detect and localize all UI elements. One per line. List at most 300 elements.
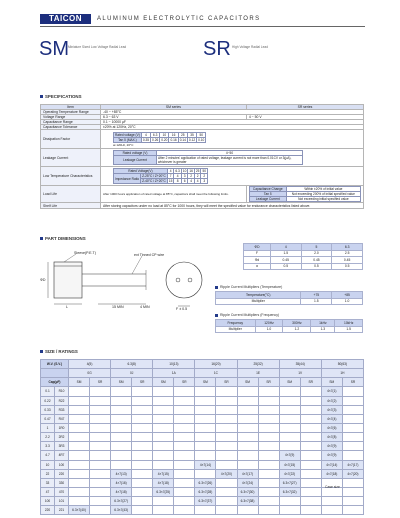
rating-cell: 4×7(13) (111, 469, 132, 478)
shelf-text: After storing capacitors under no load at 85°C for 1000 hours, they will meet the specified value for endurance characteristics listed above. (101, 203, 364, 209)
rating-cell (69, 469, 90, 478)
spec-row-value: ±20% at 120Hz, 20°C (101, 125, 364, 130)
rating-cell (174, 478, 195, 487)
cap-code: R10 (55, 387, 69, 396)
rating-cell (216, 414, 237, 423)
rating-cell (174, 506, 195, 515)
leak-table (113, 150, 303, 165)
table-row (41, 396, 364, 405)
imp-head: Z-40°C / Z+20°C (142, 179, 166, 183)
cap-code: 4R7 (55, 451, 69, 460)
rating-cell (174, 423, 195, 432)
rating-cell (300, 433, 321, 442)
imp-value: 15 (168, 179, 173, 183)
rating-cell: 4×7(18) (153, 478, 174, 487)
wv-header: 10(13) (153, 360, 195, 369)
ripple-cell: Multiplier (216, 326, 256, 333)
table-row (41, 433, 364, 442)
rating-cell (237, 433, 258, 442)
rating-cell (69, 396, 90, 405)
imp-value: 4 (167, 169, 174, 174)
spec-row-label: Dissipation Factor (41, 130, 101, 149)
end-view-lead (188, 278, 192, 282)
rating-cell (132, 451, 153, 460)
rating-cell (279, 396, 300, 405)
header-rule (40, 26, 365, 27)
life-value: Not exceeding 200% of initial specified value (286, 192, 360, 197)
series-sub-header: SM (69, 378, 90, 387)
imp-head: Rated Voltage(V) (114, 169, 168, 174)
cap-value: 4.7 (41, 451, 55, 460)
rating-cell: 6.3×7(27) (111, 497, 132, 506)
rating-cell (132, 396, 153, 405)
tan-head: Rated voltage (V) (115, 132, 140, 137)
rating-cell (90, 396, 111, 405)
rating-cell (216, 451, 237, 460)
ripple-head: Temperature(°C) (216, 292, 301, 299)
cap-value: 0.22 (41, 396, 55, 405)
rating-cell (132, 405, 153, 414)
series-sub-header: SR (216, 378, 237, 387)
rating-cell: 4×7(9) (321, 442, 342, 451)
rating-cell (279, 442, 300, 451)
ripple-cell: 1.5 (335, 326, 363, 333)
rating-cell (69, 497, 90, 506)
diameter-label: ΦD (40, 278, 46, 282)
table-header-row (41, 360, 364, 369)
cap-value: 0.33 (41, 405, 55, 414)
rating-cell (342, 423, 363, 432)
lead-cell: 2.0 (301, 250, 332, 257)
lead-cell: 1.5 (270, 250, 301, 257)
rating-cell: 6.3×7(26) (195, 478, 216, 487)
life-value: Not exceeding initial specified value (286, 197, 360, 202)
imp-value: 4 (174, 174, 181, 179)
rating-cell (90, 487, 111, 496)
rating-cell (153, 433, 174, 442)
rating-cell: 4×7(2) (321, 396, 342, 405)
imp-value: 25 (195, 169, 200, 173)
lead-cell: α (244, 263, 271, 270)
rating-cell (342, 414, 363, 423)
rating-cell (237, 442, 258, 451)
rating-cell: 4×7(9) (279, 451, 300, 460)
tan-cell-value: 4 (141, 132, 150, 137)
rating-cell (279, 414, 300, 423)
tan-cell-value: 50 (197, 132, 206, 137)
imp-value: 4 (194, 179, 201, 184)
rating-cell (69, 414, 90, 423)
rating-cell (342, 433, 363, 442)
tan-cell (101, 130, 364, 149)
imp-head: Impedance Ratio (114, 174, 141, 184)
ripple-cell: 1.5 (301, 298, 332, 305)
cap-code: 470 (55, 487, 69, 496)
ripple-freq-table (215, 319, 363, 333)
spec-col-sr: SR series (246, 105, 363, 110)
tan-cell-value: 0.35 (142, 137, 150, 142)
ripple-cell: Multiplier (216, 298, 301, 305)
rating-cell (90, 469, 111, 478)
rating-cell: 4×7(17) (237, 469, 258, 478)
lead-cell: 0.45 (332, 257, 363, 264)
leak-head: Rated voltage (V) (114, 151, 157, 156)
table-header-row (41, 369, 364, 378)
rating-cell (174, 442, 195, 451)
brand-logo: TAICON (40, 14, 91, 24)
ripple-head: 300Hz (283, 320, 311, 327)
rating-cell (216, 405, 237, 414)
tan-cell-value: 0.12 (188, 137, 196, 142)
rating-cell (300, 442, 321, 451)
rating-cell (258, 469, 279, 478)
rating-cell (279, 497, 300, 506)
lead-head: 6.3 (332, 244, 363, 251)
rating-cell (90, 442, 111, 451)
rating-cell (69, 442, 90, 451)
cap-code: R22 (55, 396, 69, 405)
spec-section-heading (40, 94, 82, 99)
rating-cell (216, 478, 237, 487)
rating-cell: 4×7(18) (111, 487, 132, 496)
ripple-head: 120Hz (255, 320, 283, 327)
rating-cell (279, 433, 300, 442)
rating-cell (342, 387, 363, 396)
rating-cell (258, 433, 279, 442)
wv-header: 4(5) (69, 360, 111, 369)
rating-cell (132, 442, 153, 451)
rating-cell (300, 387, 321, 396)
wv-header: 50(63) (321, 360, 363, 369)
cap-code: 221 (55, 506, 69, 515)
lead-cell: 2.5 (332, 250, 363, 257)
series-sub-header: SR (258, 378, 279, 387)
rating-cell (90, 423, 111, 432)
spec-col-sm: SM series (101, 105, 247, 110)
rating-cell (342, 487, 363, 496)
rating-cell (69, 487, 90, 496)
rating-cell (111, 460, 132, 469)
ratings-table (40, 359, 364, 515)
series-sub-header: SM (237, 378, 258, 387)
lead-cell: Φd (244, 257, 271, 264)
rating-cell (111, 414, 132, 423)
rating-cell (300, 405, 321, 414)
life-head: Tan δ (249, 192, 286, 197)
rating-cell (279, 387, 300, 396)
rating-cell (237, 451, 258, 460)
capacitor-diagram (34, 250, 220, 316)
rating-cell: 4×7(9) (321, 451, 342, 460)
tan-cell-value: 0.16 (170, 137, 177, 142)
cap-value: 0.1 (41, 387, 55, 396)
imp-value: 16 (189, 169, 193, 173)
rating-cell (174, 433, 195, 442)
capacitor-body (54, 262, 82, 298)
voltage-code-header: 1H (321, 369, 363, 378)
rating-cell (195, 433, 216, 442)
spec-row-label: Load Life (41, 186, 101, 203)
table-row (41, 487, 364, 496)
rating-cell: 4×7(24) (237, 478, 258, 487)
cap-code: R33 (55, 405, 69, 414)
rating-cell (216, 423, 237, 432)
rating-cell (132, 487, 153, 496)
rating-cell (216, 387, 237, 396)
tan-cell-value: 0.14 (179, 137, 186, 142)
series-sr-code: SR (203, 38, 231, 60)
rating-cell (300, 423, 321, 432)
rating-cell (90, 460, 111, 469)
cap-code: 2R2 (55, 433, 69, 442)
spec-col-item: Item (41, 105, 101, 110)
case-size-note: Case size (325, 485, 340, 489)
wv-header: 16(20) (195, 360, 237, 369)
cap-value: 100 (41, 497, 55, 506)
table-header-row (41, 378, 364, 387)
imp-value: 2 (201, 174, 208, 179)
rating-cell: 6.3×7(43) (111, 506, 132, 515)
spec-row-value: 4 ~ 50 V (246, 115, 363, 120)
rating-cell (258, 387, 279, 396)
rating-cell (153, 442, 174, 451)
rating-cell (174, 387, 195, 396)
ripple-cell: 1.2 (283, 326, 311, 333)
rating-cell (300, 451, 321, 460)
spec-table (40, 104, 364, 209)
rating-cell (237, 396, 258, 405)
rating-cell (237, 506, 258, 515)
cap-value: 1 (41, 423, 55, 432)
data-section-heading (40, 349, 78, 354)
table-row (41, 469, 364, 478)
lead-cell: 0.5 (270, 263, 301, 270)
tan-cell-value: 0.20 (161, 137, 168, 142)
rating-cell (216, 506, 237, 515)
table-row (41, 442, 364, 451)
end-view-lead (176, 278, 180, 282)
rating-cell (216, 433, 237, 442)
cap-value: 2.2 (41, 433, 55, 442)
spec-row-label: Shelf Life (41, 203, 101, 209)
series-sub-header: SR (90, 378, 111, 387)
series-sub-header: SM (279, 378, 300, 387)
imp-cell (101, 167, 364, 186)
imp-value: 3 (181, 174, 188, 179)
voltage-code-header: 0J (111, 369, 153, 378)
rating-cell (258, 478, 279, 487)
rating-cell: 6.3×7(28) (195, 487, 216, 496)
cap-value: 3.3 (41, 442, 55, 451)
table-row (41, 405, 364, 414)
wv-corner: W.V. (S.V.) (41, 360, 69, 369)
rating-cell (300, 396, 321, 405)
rating-cell (153, 405, 174, 414)
tan-cell-value: 0.10 (198, 137, 205, 142)
rating-cell: 4×7(20) (216, 469, 237, 478)
rating-cell (174, 414, 195, 423)
wv-header: 25(32) (237, 360, 279, 369)
rating-cell: 4×7(1) (321, 387, 342, 396)
rating-cell (153, 497, 174, 506)
rating-cell (237, 387, 258, 396)
lead-cell: 0.45 (301, 257, 332, 264)
rating-cell (258, 487, 279, 496)
rating-cell (174, 460, 195, 469)
leak-value: 4~50 (157, 151, 303, 156)
rating-cell (90, 405, 111, 414)
rating-cell (216, 497, 237, 506)
rating-cell: 6.3×7(25) (153, 487, 174, 496)
rating-cell (111, 396, 132, 405)
rating-cell (321, 506, 342, 515)
life-value: Within ±20% of initial value (286, 187, 360, 192)
rating-cell (216, 487, 237, 496)
tan-cell-value: 0.26 (152, 137, 159, 142)
lead-cell: 0.5 (332, 263, 363, 270)
rating-cell (279, 423, 300, 432)
imp-value: 50 (202, 169, 206, 173)
tan-cell-value: 35 (187, 132, 196, 137)
table-row (41, 497, 364, 506)
spec-row-label: Capacitance Tolerance (41, 125, 101, 130)
rating-cell (153, 414, 174, 423)
rating-cell: 4×7(20) (342, 469, 363, 478)
series-sm-code: SM (39, 38, 69, 60)
rating-cell: 6.3×7(32) (279, 487, 300, 496)
rating-cell (237, 460, 258, 469)
spec-row-label: Low Temperature Characteristics (41, 167, 101, 186)
rating-cell (132, 423, 153, 432)
ripple-head: 10kHz (335, 320, 363, 327)
rating-cell (90, 433, 111, 442)
cap-value: 33 (41, 478, 55, 487)
rating-cell (237, 414, 258, 423)
rating-cell (237, 423, 258, 432)
ripple-temp-title: Ripple Current Multipliers (Temperature) (220, 285, 283, 289)
spec-row-value: 6.3 ~ 63 V (101, 115, 247, 120)
vent-label: ext Tinned CP wire (134, 253, 165, 257)
rating-cell (90, 451, 111, 460)
rating-cell (342, 442, 363, 451)
rating-cell (132, 497, 153, 506)
rating-cell (195, 442, 216, 451)
rating-cell (69, 460, 90, 469)
rating-cell (90, 478, 111, 487)
ripple-head: 1kHz (311, 320, 335, 327)
rating-cell (300, 478, 321, 487)
rating-cell (69, 478, 90, 487)
impedance-table (113, 168, 208, 184)
rating-cell (342, 497, 363, 506)
ripple-temp-heading (215, 285, 282, 289)
rating-cell: 4×7(22) (279, 469, 300, 478)
cap-value: 220 (41, 506, 55, 515)
rating-cell: 4×7(16) (111, 478, 132, 487)
lead-head: 4 (270, 244, 301, 251)
voltage-code-header: 1A (153, 369, 195, 378)
end-view-outline (166, 262, 202, 298)
series-sub-header: SM (111, 378, 132, 387)
tan-cell-value: 10 (160, 132, 169, 137)
rating-cell (90, 497, 111, 506)
rating-cell (258, 506, 279, 515)
spec-row-value: 0.1 ~ 10000 µF (101, 120, 364, 125)
rating-cell: 6.3×7(27) (279, 478, 300, 487)
ripple-cell: 1.0 (255, 326, 283, 333)
tan-cell-value: 6.3 (151, 132, 160, 137)
life-text: After 1000 hours application of rated voltage at 85°C, capacitors shall meet the following limits. (101, 186, 247, 203)
ripple-temp-table (215, 291, 363, 305)
table-row (41, 414, 364, 423)
dims-heading-text: PART DIMENSIONS (45, 236, 86, 241)
tan-table (113, 132, 206, 143)
voltage-code-header: 0G (69, 369, 111, 378)
spec-heading-text: SPECIFICATIONS (45, 94, 82, 99)
ripple-freq-title: Ripple Current Multipliers (Frequency) (220, 313, 280, 317)
rating-cell: 4×7(8) (321, 433, 342, 442)
rating-cell (174, 405, 195, 414)
voltage-code-header: 1E (237, 369, 279, 378)
voltage-code-header: 1C (195, 369, 237, 378)
imp-value: 8 (174, 179, 181, 184)
rating-cell (174, 451, 195, 460)
rating-cell (237, 405, 258, 414)
imp-head: Z-25°C / Z+20°C (142, 174, 166, 178)
wv-header: 35(44) (279, 360, 321, 369)
rating-cell (153, 423, 174, 432)
rating-cell: 4×7(15) (279, 460, 300, 469)
cap-code: 220 (55, 469, 69, 478)
rating-cell: 4×7(14) (195, 460, 216, 469)
ripple-cell: 1.3 (311, 326, 335, 333)
series-sub-header: SR (174, 378, 195, 387)
rating-cell (132, 478, 153, 487)
ripple-head: +85 (332, 292, 363, 299)
imp-value: 6.3 (175, 169, 180, 173)
rating-cell (195, 451, 216, 460)
tan-head: Tan δ (MAX.) (114, 137, 142, 142)
imp-value: 2 (194, 174, 201, 179)
rating-cell (111, 405, 132, 414)
rating-cell (111, 442, 132, 451)
rating-cell (216, 442, 237, 451)
rating-cell (132, 433, 153, 442)
cap-code: 330 (55, 478, 69, 487)
series-sub-header: SM (321, 378, 342, 387)
rating-cell (258, 442, 279, 451)
rating-cell (258, 460, 279, 469)
rating-cell (132, 469, 153, 478)
imp-value: 6 (181, 179, 188, 184)
section-bullet-icon (40, 350, 43, 353)
rating-cell (111, 423, 132, 432)
cap-code: 101 (55, 497, 69, 506)
table-row (41, 460, 364, 469)
ripple-freq-heading (215, 313, 279, 317)
length-label: L (66, 305, 68, 309)
spec-row-value: -40 ~ +85°C (101, 110, 364, 115)
rating-cell (195, 405, 216, 414)
rating-cell (279, 405, 300, 414)
rating-cell (174, 469, 195, 478)
lead-length-label: 15 MIN (112, 305, 124, 309)
series-sr-desc: High Voltage Radial Lead (232, 45, 268, 49)
series-sub-header: SM (153, 378, 174, 387)
rating-cell (153, 460, 174, 469)
cap-corner: Cap(µF) (41, 378, 69, 387)
rating-cell (132, 414, 153, 423)
